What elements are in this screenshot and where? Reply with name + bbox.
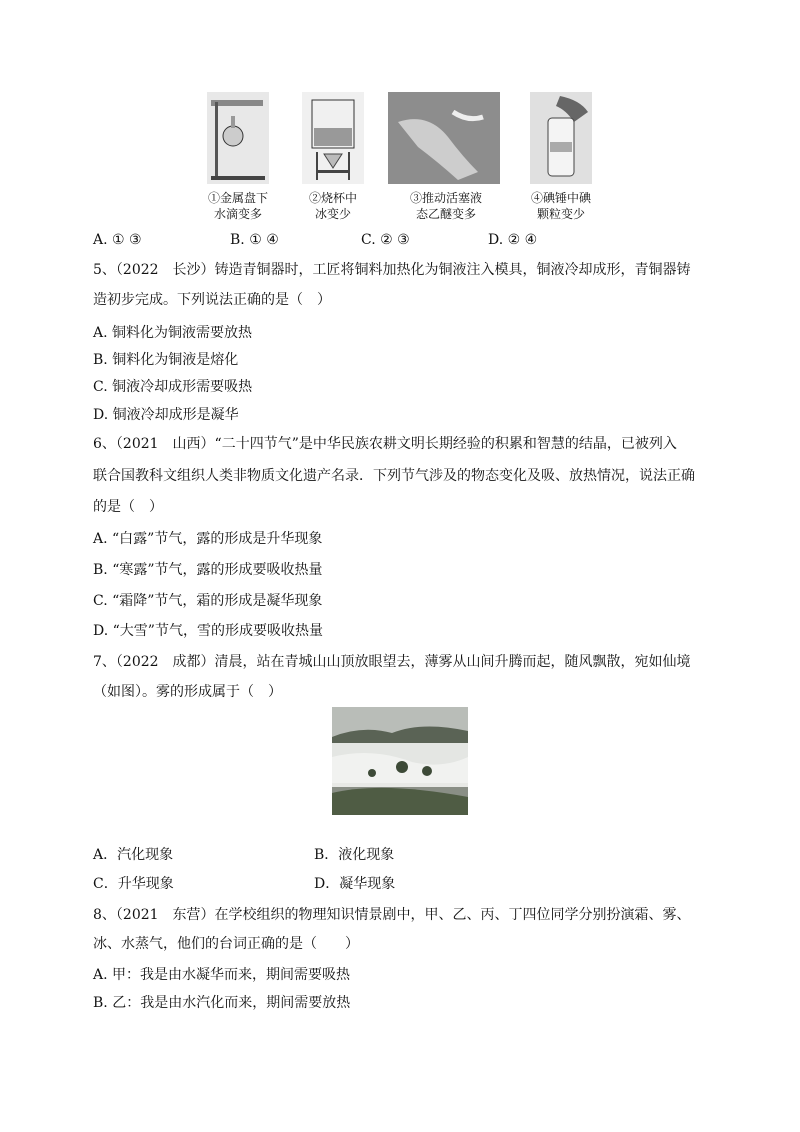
q6-stem-line-2: 联合国教科文组织人类非物质文化遗产名录．下列节气涉及的物态变化及吸、放热情况，说法正确 <box>93 468 695 484</box>
syringe-ether-image <box>388 92 500 184</box>
q5-option-c: C. 铜液冷却成形需要吸热 <box>93 379 253 395</box>
foggy-mountain-photo <box>332 707 468 815</box>
figure-1-caption <box>198 190 278 222</box>
caption-line: 颗粒变少 <box>536 207 585 221</box>
q6-option-a: A. “白露”节气，露的形成是升华现象 <box>93 531 323 547</box>
q5-option-d: D. 铜液冷却成形是凝华 <box>93 407 239 423</box>
q8-stem-line-2: 冰、水蒸气，他们的台词正确的是（ ） <box>93 936 359 952</box>
figure-2 <box>302 92 364 221</box>
q5-stem-line-1: 5、（2022 长沙）铸造青铜器时，工匠将铜料加热化为铜液注入模具，铜液冷却成形，青铜器铸 <box>93 262 691 278</box>
caption-line: ①金属盘下 <box>207 191 268 205</box>
caption-line: 态乙醚变多 <box>415 207 476 221</box>
caption-line: 冰变少 <box>314 207 351 221</box>
figure-3 <box>388 92 500 221</box>
q6-stem-line-3: 的是（ ） <box>93 499 163 515</box>
figure-4-caption <box>521 190 601 222</box>
q6-option-b: B. “寒露”节气，露的形成要吸收热量 <box>93 562 323 578</box>
q5-stem-line-2: 造初步完成。下列说法正确的是（ ） <box>93 292 331 308</box>
caption-line: ④碘锤中碘 <box>530 191 591 205</box>
q8-stem-line-1: 8、（2021 东营）在学校组织的物理知识情景剧中，甲、乙、丙、丁四位同学分别扮演霜、雾、 <box>93 907 691 923</box>
iodine-hammer-image <box>530 92 592 184</box>
figure-4 <box>530 92 592 221</box>
q4-figures <box>205 92 605 222</box>
q7-option-b: B．液化现象 <box>314 847 395 863</box>
figure-3-caption <box>396 190 496 222</box>
figure-2-caption <box>293 190 373 222</box>
q4-option-a: A. ① ③ <box>93 232 142 248</box>
q7-stem-line-2: （如图）。雾的形成属于（ ） <box>93 684 282 700</box>
q7-stem-line-1: 7、（2022 成都）清晨，站在青城山山顶放眼望去，薄雾从山间升腾而起，随风飘散，宛如仙境 <box>93 654 691 670</box>
caption-line: ③推动活塞液 <box>409 191 482 205</box>
q6-option-d: D. “大雪”节气，雪的形成要吸收热量 <box>93 623 323 639</box>
q5-option-a: A. 铜料化为铜液需要放热 <box>93 325 253 341</box>
q7-option-c: C．升华现象 <box>93 876 174 892</box>
q6-option-c: C. “霜降”节气，霜的形成是凝华现象 <box>93 593 323 609</box>
q5-option-b: B. 铜料化为铜液是熔化 <box>93 352 239 368</box>
q7-option-d: D．凝华现象 <box>314 876 396 892</box>
q6-stem-line-1: 6、（2021 山西）“二十四节气”是中华民族农耕文明长期经验的积累和智慧的结晶，已被列入 <box>93 436 677 452</box>
q8-option-b: B. 乙：我是由水汽化而来，期间需要放热 <box>93 995 351 1011</box>
q8-option-a: A. 甲：我是由水凝华而来，期间需要吸热 <box>93 967 351 983</box>
q7-option-a: A．汽化现象 <box>93 847 174 863</box>
q4-option-b: B. ① ④ <box>230 232 279 248</box>
figure-1 <box>207 92 269 221</box>
q4-option-c: C. ② ③ <box>361 232 410 248</box>
beaker-ice-image <box>302 92 364 184</box>
caption-line: ②烧杯中 <box>308 191 357 205</box>
q4-option-d: D. ② ④ <box>488 232 538 248</box>
metal-plate-flask-image <box>207 92 269 184</box>
caption-line: 水滴变多 <box>213 207 262 221</box>
